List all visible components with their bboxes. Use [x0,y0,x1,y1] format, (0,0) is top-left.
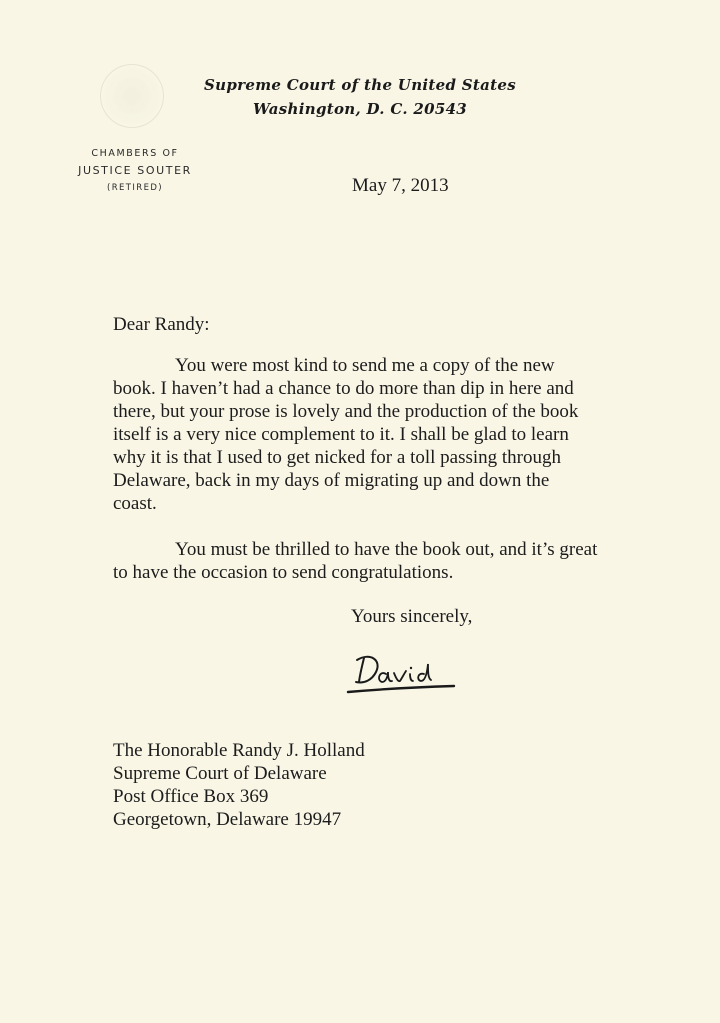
chambers-line-2: JUSTICE SOUTER [78,164,192,177]
court-seal-watermark [100,64,164,128]
paragraph-1-line: You were most kind to send me a copy of the new [175,355,555,376]
chambers-line-1: CHAMBERS OF [91,148,179,159]
chambers-line-3: (RETIRED) [106,183,164,193]
letterhead-address: Washington, D. C. 20543 [252,100,468,118]
paragraph-2-line: You must be thrilled to have the book out, and it’s great [175,539,598,560]
salutation: Dear Randy: [113,314,210,335]
paragraph-1-line: coast. [113,493,157,514]
paragraph-1 [113,354,593,515]
paragraph-2 [113,538,598,584]
address-line: Post Office Box 369 [113,786,269,807]
letterhead [180,74,540,120]
letter-date: May 7, 2013 [352,175,449,196]
paragraph-1-line: itself is a very nice complement to it. I shall be glad to learn [113,424,569,445]
address-line: The Honorable Randy J. Holland [113,740,365,761]
chambers-block [62,146,208,196]
paragraph-1-line: there, but your prose is lovely and the production of the book [113,401,579,422]
paragraph-2-line: to have the occasion to send congratulations. [113,562,454,583]
address-line: Supreme Court of Delaware [113,763,327,784]
handwritten-signature [342,640,462,700]
address-line: Georgetown, Delaware 19947 [113,809,342,830]
closing: Yours sincerely, [351,606,473,627]
paragraph-1-line: why it is that I used to get nicked for a toll passing through [113,447,562,468]
paragraph-1-line: Delaware, back in my days of migrating up and down the [113,470,550,491]
letterhead-court-name: Supreme Court of the United States [204,76,516,94]
show-through-ghost [112,195,412,265]
recipient-address [113,739,513,831]
paragraph-1-line: book. I haven’t had a chance to do more than dip in here and [113,378,574,399]
